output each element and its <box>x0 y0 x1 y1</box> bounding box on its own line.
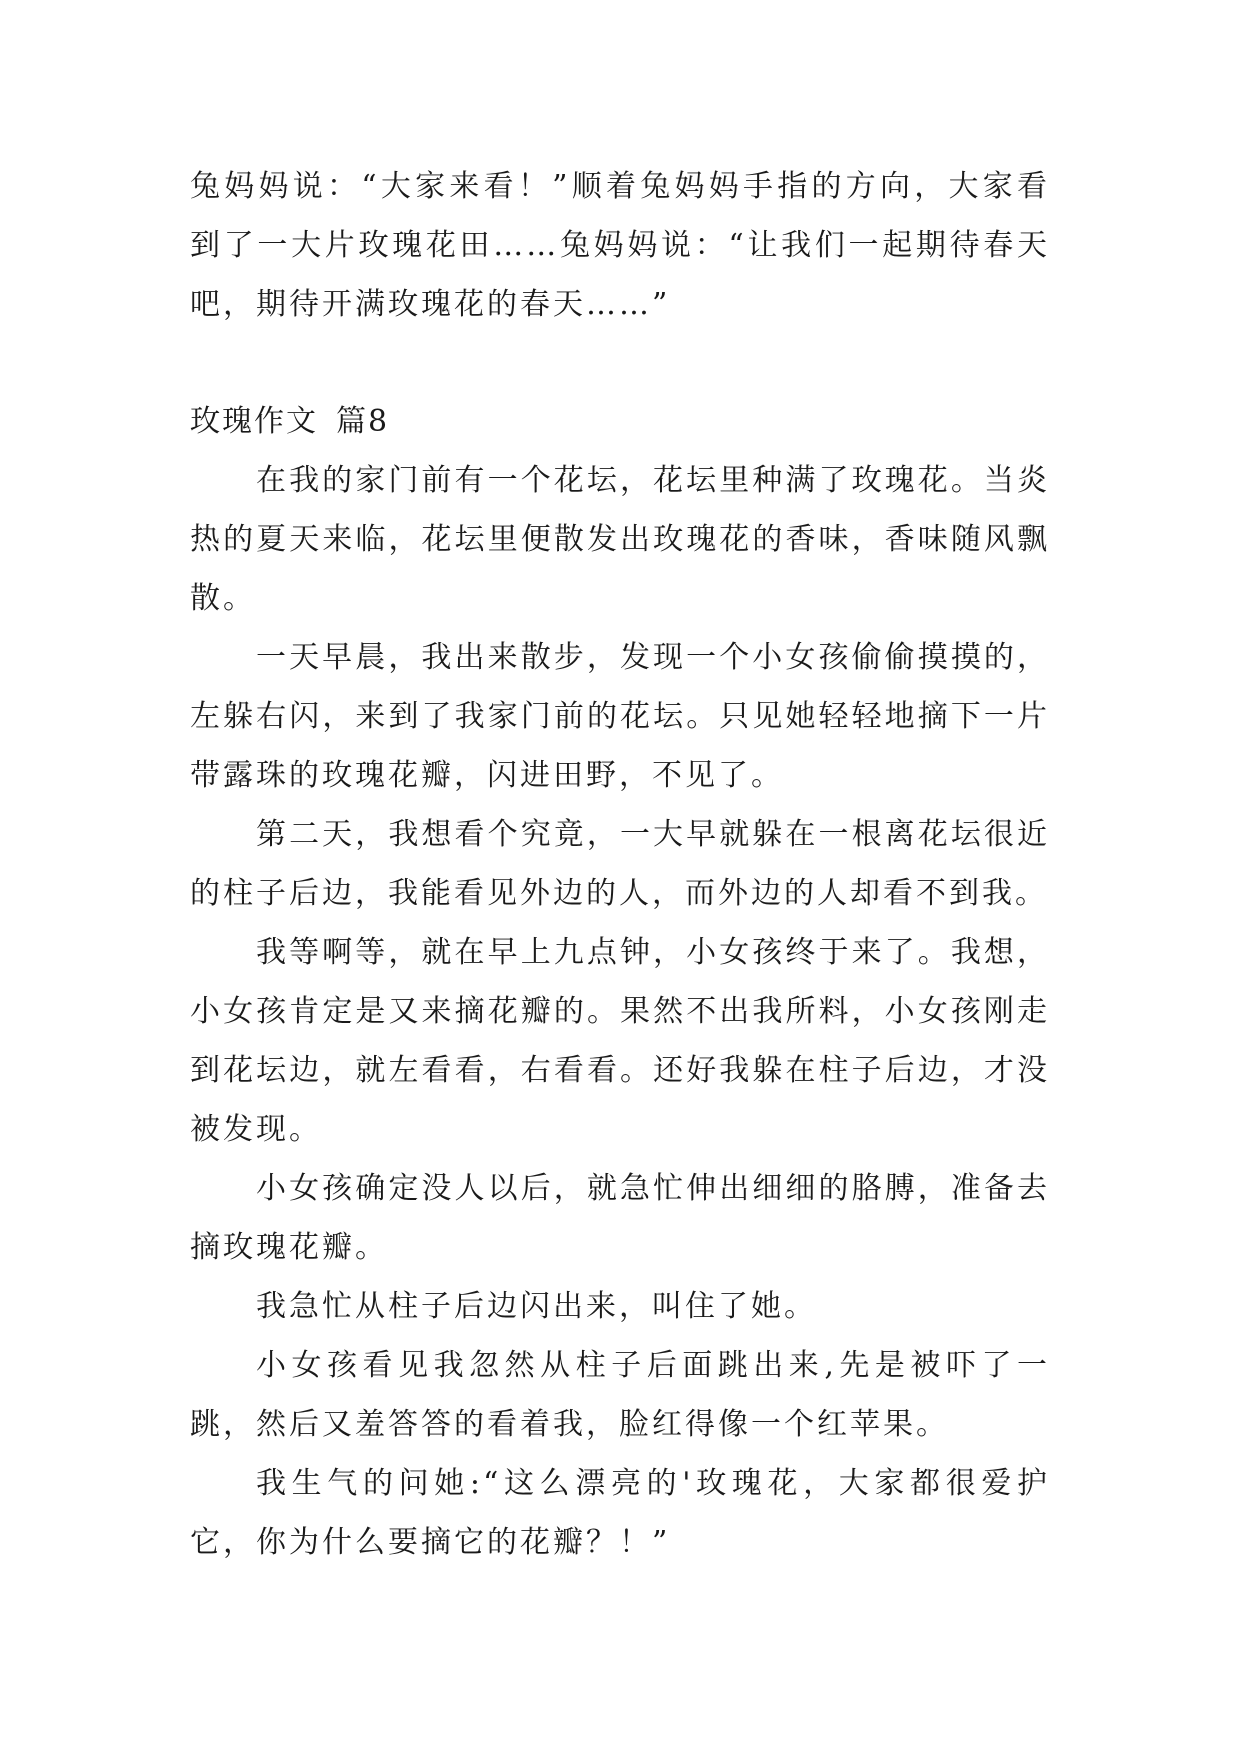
paragraph: 第二天，我想看个究竟，一大早就躲在一根离花坛很近的柱子后边，我能看见外边的人，而外边的人却看不到我。 <box>190 817 1050 911</box>
intro-paragraph: 兔妈妈说：“大家来看！”顺着兔妈妈手指的方向，大家看到了一大片玫瑰花田……兔妈妈说：“让我们一起期待春天吧，期待开满玫瑰花的春天……” <box>190 169 1050 322</box>
section-heading <box>190 392 1050 451</box>
section-title: 玫瑰作文 <box>190 404 318 439</box>
paragraph: 我生气的问她:“这么漂亮的'玫瑰花，大家都很爱护它，你为什么要摘它的花瓣？！” <box>190 1466 1050 1560</box>
paragraph: 一天早晨，我出来散步，发现一个小女孩偷偷摸摸的，左躲右闪，来到了我家门前的花坛。只见她轻轻地摘下一片带露珠的玫瑰花瓣，闪进田野，不见了。 <box>190 640 1050 793</box>
document-body <box>190 157 1050 1572</box>
paragraph: 我等啊等，就在早上九点钟，小女孩终于来了。我想，小女孩肯定是又来摘花瓣的。果然不出我所料，小女孩刚走到花坛边，就左看看，右看看。还好我躲在柱子后边，才没被发现。 <box>190 935 1050 1147</box>
paragraph: 在我的家门前有一个花坛，花坛里种满了玫瑰花。当炎热的夏天来临，花坛里便散发出玫瑰花的香味，香味随风飘散。 <box>190 463 1050 616</box>
section-number: 篇8 <box>336 404 390 439</box>
paragraph: 小女孩确定没人以后，就急忙伸出细细的胳膊，准备去摘玫瑰花瓣。 <box>190 1171 1050 1265</box>
paragraph: 小女孩看见我忽然从柱子后面跳出来,先是被吓了一跳，然后又羞答答的看着我，脸红得像一个红苹果。 <box>190 1348 1050 1442</box>
paragraph: 我急忙从柱子后边闪出来，叫住了她。 <box>256 1289 817 1324</box>
